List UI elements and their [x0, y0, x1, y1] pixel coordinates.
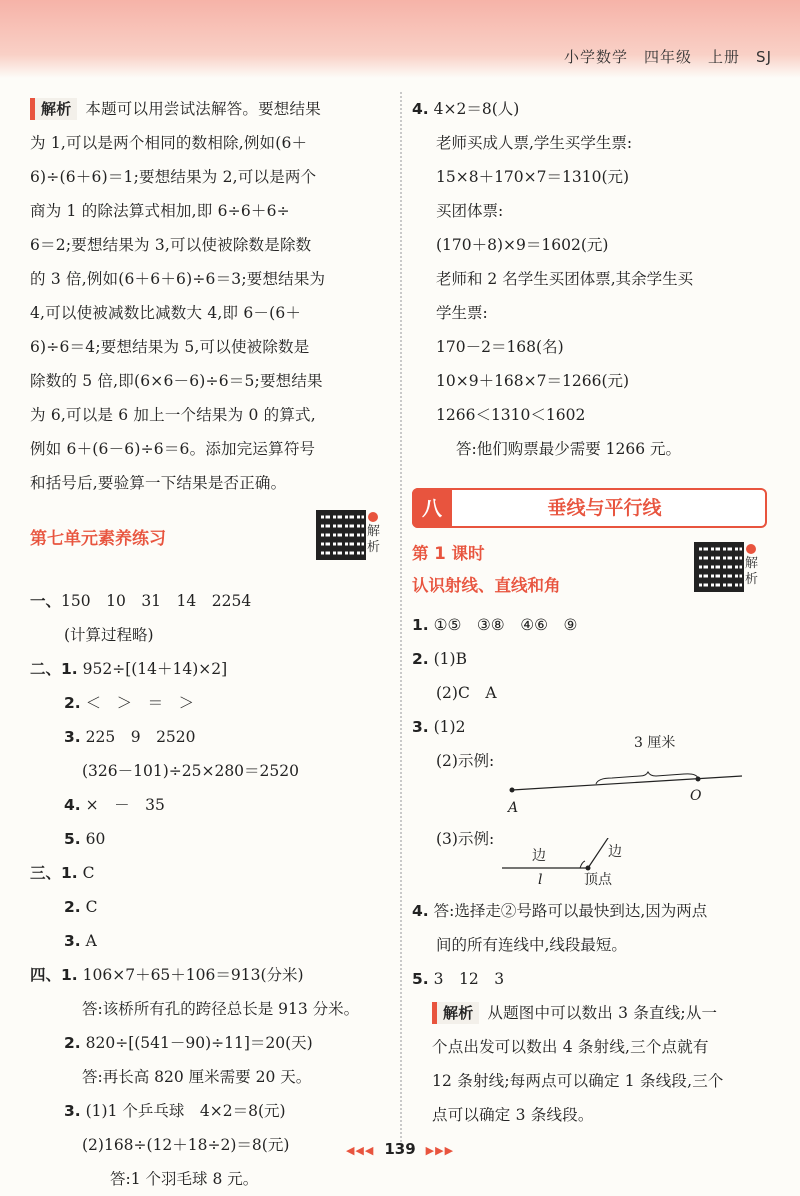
analysis-line: 的 3 倍,例如(6＋6＋6)÷6＝3;要想结果为 [30, 270, 326, 288]
answer-text: (1)2 [433, 718, 466, 736]
analysis-line: 6＝2;要想结果为 3,可以使被除数是除数 [30, 236, 312, 254]
answer-text: 150 10 31 14 2254 [61, 592, 252, 610]
answer-text: 答:再长高 820 厘米需要 20 天。 [82, 1068, 312, 1086]
qr-label: 解析 [745, 556, 759, 587]
answer-text: 952÷[(14＋14)×2] [82, 660, 228, 678]
right-analysis [412, 996, 767, 1132]
answer-text: ①⑤ ③⑧ ④⑥ ⑨ [433, 616, 578, 634]
item-number: 4. [412, 902, 429, 920]
lesson-topic: 认识射线、直线和角 [412, 576, 561, 595]
analysis-line: 4,可以使被减数比减数大 4,即 6－(6＋ [30, 304, 302, 322]
column-divider [400, 92, 402, 1142]
answer-text: 答:选择走②号路可以最快到达,因为两点 [433, 902, 708, 920]
item-number: 4. [412, 100, 429, 118]
answer-text: 答:他们购票最少需要 1266 元。 [456, 440, 682, 458]
vertex-label: 顶点 [584, 872, 612, 888]
header-subject: 小学数学 四年级 上册 SJ [564, 48, 772, 66]
point-a-label: A [508, 800, 519, 816]
qr-code-icon[interactable] [316, 510, 366, 560]
analysis-line: 例如 6＋(6－6)÷6＝6。添加完运算符号 [30, 440, 316, 458]
item-number: 5. [412, 970, 429, 988]
answer-text: 间的所有连线中,线段最短。 [436, 936, 627, 954]
prev-arrows-icon: ◀◀◀ [345, 1144, 375, 1157]
vertex-dot [586, 866, 591, 871]
lesson-title: 第 1 课时 [412, 544, 485, 563]
item-number: 4. [64, 796, 81, 814]
item-number: 2. [64, 1034, 81, 1052]
side-label-1: 边 [532, 848, 546, 864]
analysis-line: 12 条射线;每两点可以确定 1 条线段,三个 [432, 1072, 724, 1090]
answer-text: 答:1 个羽毛球 8 元。 [110, 1170, 259, 1188]
analysis-line: 商为 1 的除法算式相加,即 6÷6＋6÷ [30, 202, 290, 220]
answer-text: 3 12 3 [433, 970, 505, 988]
item-number: 1. [412, 616, 429, 634]
chapter-number: 八 [412, 488, 452, 528]
item-number: 2. [64, 898, 81, 916]
analysis-line: 从题图中可以数出 3 条直线;从一 [487, 1004, 718, 1022]
item-number: 2. [412, 650, 429, 668]
answer-text: 820÷[(541－90)÷11]＝20(天) [85, 1034, 313, 1052]
answer-text: 买团体票: [436, 202, 504, 220]
analysis-line: 个点出发可以数出 4 条射线,三个点就有 [432, 1038, 709, 1056]
answer-text: 老师买成人票,学生买学生票: [436, 134, 633, 152]
section-number: 二、 [30, 660, 62, 678]
qr-code-icon[interactable] [694, 542, 744, 592]
page-number: 139 [384, 1140, 416, 1158]
item-number: 3. [64, 932, 81, 950]
qr-label: 解析 [367, 524, 381, 555]
answer-text: 170－2＝168(名) [436, 338, 564, 356]
analysis-line: 6)÷(6＋6)＝1;要想结果为 2,可以是两个 [30, 168, 317, 186]
analysis-tag: 解析 [432, 1002, 479, 1024]
answer-text: ＜ ＞ ＝ ＞ [85, 694, 195, 712]
item-number: 3. [412, 718, 429, 736]
analysis-line: 为 6,可以是 6 加上一个结果为 0 的算式, [30, 406, 316, 424]
answer-text: (170＋8)×9＝1602(元) [436, 236, 609, 254]
item-number: 3. [64, 728, 81, 746]
answer-text: × － 35 [85, 796, 165, 814]
left-column [30, 92, 390, 1196]
answer-text: 学生票: [436, 304, 488, 322]
point-o-label: O [690, 788, 702, 804]
left-analysis [30, 92, 390, 500]
answer-text: 老师和 2 名学生买团体票,其余学生买 [436, 270, 694, 288]
var-l-label: l [538, 872, 543, 888]
answer-text: (2)168÷(12＋18÷2)＝8(元) [82, 1136, 290, 1154]
answer-text: 10×9＋168×7＝1266(元) [436, 372, 630, 390]
answer-text: (2)C A [436, 684, 497, 702]
item-number: 5. [64, 830, 81, 848]
answer-text: C [85, 898, 98, 916]
answer-note: (计算过程略) [64, 626, 154, 644]
item-number: 2. [64, 694, 81, 712]
next-arrows-icon: ▶▶▶ [425, 1144, 455, 1157]
side-label-2: 边 [608, 844, 622, 860]
section-number: 三、 [30, 864, 62, 882]
measure-label: 3 厘米 [634, 735, 676, 751]
unit-title: 第七单元素养练习 [30, 529, 166, 549]
item-number: 1. [61, 864, 78, 882]
analysis-line: 为 1,可以是两个相同的数相除,例如(6＋ [30, 134, 308, 152]
answer-text: 106×7＋65＋106＝913(分米) [82, 966, 304, 984]
analysis-line: 6)÷6＝4;要想结果为 5,可以使被除数是 [30, 338, 310, 356]
answer-text: 225 9 2520 [85, 728, 196, 746]
answer-text: (1)1 个乒乓球 4×2＝8(元) [85, 1102, 286, 1120]
answer-text: C [82, 864, 95, 882]
answer-text: (326－101)÷25×280＝2520 [82, 762, 299, 780]
lesson-heading [412, 538, 767, 608]
section-number: 一、 [30, 592, 62, 610]
answer-text: (1)B [433, 650, 467, 668]
answer-text: 答:该桥所有孔的跨径总长是 913 分米。 [82, 1000, 360, 1018]
right-column [412, 92, 767, 1132]
chapter-banner [412, 488, 767, 528]
item-number: 1. [61, 966, 78, 984]
answer-text: 15×8＋170×7＝1310(元) [436, 168, 630, 186]
chapter-title: 垂线与平行线 [547, 497, 662, 519]
answer-text: A [85, 932, 97, 950]
ray-line [512, 776, 742, 790]
answer-text: 4×2＝8(人) [433, 100, 520, 118]
angle-arc [580, 861, 585, 868]
analysis-line: 点可以确定 3 条线段。 [432, 1106, 594, 1124]
analysis-tag: 解析 [30, 98, 77, 120]
page-footer [0, 1140, 800, 1158]
answer-text: (2)示例: [436, 752, 495, 770]
answer-text: 60 [85, 830, 106, 848]
unit-heading [30, 506, 390, 578]
section-number: 四、 [30, 966, 62, 984]
analysis-line: 本题可以用尝试法解答。要想结果 [85, 100, 321, 118]
point-a-dot [510, 788, 515, 793]
item-number: 3. [64, 1102, 81, 1120]
answer-text: (3)示例: [436, 830, 495, 848]
answer-text: 1266＜1310＜1602 [436, 406, 586, 424]
play-icon [368, 512, 378, 522]
item-number: 1. [61, 660, 78, 678]
analysis-line: 和括号后,要验算一下结果是否正确。 [30, 474, 287, 492]
play-icon [746, 544, 756, 554]
analysis-line: 除数的 5 倍,即(6×6－6)÷6＝5;要想结果 [30, 372, 323, 390]
